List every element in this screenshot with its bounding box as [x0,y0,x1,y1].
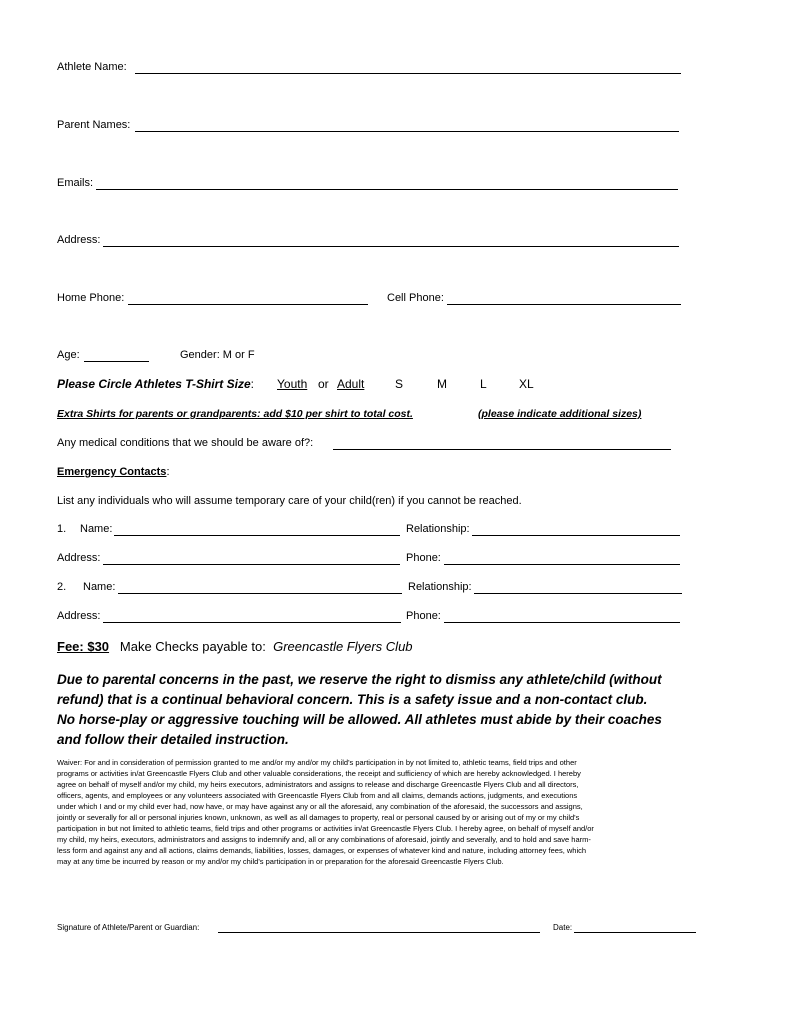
waiver-line: my child, my heirs, executors, administrators and assigns to indemnify and, all or any combinations of aforesaid, jointly and severally, and to hold and save harm- [57,835,591,844]
waiver-line: officers, agents, and employees or any volunteers associated with Greencastle Flyers Club from and all claims, demands actions, judgments, and executions [57,791,578,800]
tshirt-label: Please Circle Athletes T-Shirt Size [57,377,251,391]
cell-phone-label: Cell Phone: [387,292,444,304]
contact1-relationship-line[interactable] [472,535,680,536]
policy-line: No horse-play or aggressive touching will be allowed. All athletes must abide by their coaches [57,712,662,727]
address-line[interactable] [103,246,679,247]
contact1-address-line[interactable] [103,564,400,565]
fee-row [57,639,413,654]
contact2-relationship-label: Relationship: [408,581,472,593]
age-label: Age: [57,349,80,361]
signature-line[interactable] [218,932,540,933]
tshirt-colon: : [250,377,254,391]
contact1-phone-line[interactable] [444,564,680,565]
contact1-name-line[interactable] [114,535,400,536]
contact2-relationship-line[interactable] [474,593,682,594]
cell-phone-line[interactable] [447,304,681,305]
contact1-name-label: Name: [80,523,113,535]
medical-label: Any medical conditions that we should be aware of?: [57,437,314,449]
emergency-instructions: List any individuals who will assume temporary care of your child(ren) if you cannot be reached. [57,495,522,507]
tshirt-row [57,377,254,391]
policy-line: Due to parental concerns in the past, we reserve the right to dismiss any athlete/child (without [57,672,662,687]
fee-label: Fee: $30 [57,639,110,654]
age-line[interactable] [84,361,149,362]
waiver-line: jointly or severally for all or personal injuries known, unknown, as well as all damages to property, real or personal caused by or arising out of my or my child's [57,813,580,822]
contact2-phone-line[interactable] [444,622,680,623]
emergency-heading-row [57,466,170,478]
home-phone-line[interactable] [128,304,368,305]
waiver-line: may at any time be incurred by reason or my and/or my child's participation in or preparation for the aforesaid Greencastle Flyers Club. [57,857,504,866]
waiver-line: less form and against any and all actions, claims demands, liabilities, losses, damages, or expenses of whatever kind and nature, including attorney fees, which [57,846,587,855]
contact1-phone-label: Phone: [406,552,441,564]
size-m[interactable]: M [437,377,447,391]
waiver-line: programs or activities in/at Greencastle Flyers Club and other valuable considerations, the receipt and sufficiency of which are hereby acknowledged. I hereby [57,769,581,778]
emails-line[interactable] [96,189,678,190]
waiver-line: agree on behalf of myself and/or my child, my heirs executors, administrators and assigns to release and discharge Greencastle Flyers Club and all directors, [57,780,579,789]
fee-club-name: Greencastle Flyers Club [273,639,413,654]
behavior-policy [57,670,662,750]
home-phone-label: Home Phone: [57,292,125,304]
address-label: Address: [57,234,101,246]
gender-label: Gender: M or F [180,349,255,361]
contact1-relationship-label: Relationship: [406,523,470,535]
waiver-text [57,757,717,867]
fee-payable: Make Checks payable to: [119,639,266,654]
contact2-address-label: Address: [57,610,101,622]
emergency-heading: Emergency Contacts [57,466,167,478]
medical-line[interactable] [333,449,671,450]
contact2-address-line[interactable] [103,622,401,623]
size-xl[interactable]: XL [519,377,534,391]
athlete-name-label: Athlete Name: [57,61,127,73]
extra-shirts-text: Extra Shirts for parents or grandparents: add $10 per shirt to total cost. [57,408,413,420]
emergency-heading-colon: : [166,466,170,478]
policy-line: refund) that is a continual behavioral concern. This is a safety issue and a non-contact club. [57,692,648,707]
date-label: Date: [553,923,573,932]
waiver-line: participation in but not limited to athletic teams, field trips and other programs or activities in/at Greencastle Flyers Club. I hereby agree, on behalf of myself and/or [57,824,594,833]
contact2-phone-label: Phone: [406,610,441,622]
extra-shirts-note: (please indicate additional sizes) [478,408,642,420]
size-l[interactable]: L [480,377,487,391]
signature-label: Signature of Athlete/Parent or Guardian: [57,923,200,932]
parent-names-line[interactable] [135,131,679,132]
date-line[interactable] [574,932,696,933]
adult-option[interactable]: Adult [337,377,365,391]
contact2-name-line[interactable] [118,593,402,594]
contact1-number: 1. [57,523,67,535]
parent-names-label: Parent Names: [57,119,131,131]
size-s[interactable]: S [395,377,404,391]
contact1-address-label: Address: [57,552,101,564]
athlete-name-line[interactable] [135,73,681,74]
youth-option[interactable]: Youth [277,377,308,391]
contact2-name-label: Name: [83,581,116,593]
policy-line: and follow their detailed instruction. [57,732,289,747]
contact2-number: 2. [57,581,67,593]
waiver-line: under which I and or my child ever had, now have, or may have against any or all the aforesaid, any combination of the aforesaid, the successors and assigns, [57,802,583,811]
waiver-line: Waiver: For and in consideration of permission granted to me and/or my and/or my child's participation in by not limited to, athletic teams, field trips and other [57,758,577,767]
youth-adult-or: or [318,377,329,391]
emails-label: Emails: [57,177,94,189]
